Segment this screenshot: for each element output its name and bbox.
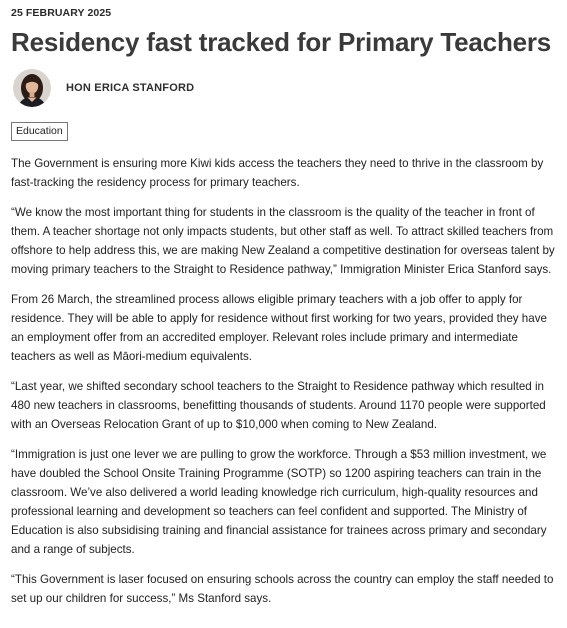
paragraph: The Government is ensuring more Kiwi kids access the teachers they need to thrive in the classroom by fast-tracking the residency process for primary teachers.: [11, 157, 544, 189]
paragraph: “This Government is laser focused on ensuring schools across the country can employ the staff needed to set up our children for success,” Ms Stanford says.: [11, 573, 554, 605]
article-date: 25 FEBRUARY 2025: [11, 7, 112, 19]
paragraph: “We know the most important thing for students in the classroom is the quality of the teacher in front of them. A teacher shortage not only impacts students, but other staff as well. To attract skilled teachers from offshore to help address this, we are making New Zealand a competitive destination for overseas talent by moving primary teachers to the Straight to Residence pathway,” Immigration Minister Erica Stanford says.: [11, 206, 555, 276]
paragraph: “Last year, we shifted secondary school teachers to the Straight to Residence pathway which resulted in 480 new teachers in classrooms, benefitting thousands of students. Around 1170 people were supported with an Overseas Relocation Grant of up to $10,000 when coming to New Zealand.: [11, 380, 546, 431]
paragraph: From 26 March, the streamlined process allows eligible primary teachers with a job offer to apply for residence. They will be able to apply for residence without first working for two years, provided they have an employment offer from an accredited employer. Relevant roles include primary and intermediate teachers as well as Māori-medium equivalents.: [11, 293, 547, 363]
author-row: [11, 67, 556, 109]
article-title: Residency fast tracked for Primary Teachers: [11, 27, 552, 57]
paragraph: “Immigration is just one lever we are pulling to grow the workforce. Through a $53 million investment, we have doubled the School Onsite Training Programme (SOTP) so 1200 aspiring teachers can train in the classroom. We’ve also delivered a world leading knowledge rich curriculum, high-quality resources and professional learning and development so teachers can feel confident and supported. The Ministry of Education is also subsidising training and financial assistance for trainees across primary and secondary and a range of subjects.: [11, 448, 547, 556]
author-avatar[interactable]: [13, 69, 51, 107]
article-body: [11, 154, 556, 608]
tag-education[interactable]: Education: [11, 122, 68, 141]
author-portrait-icon: [13, 69, 51, 107]
author-name[interactable]: HON ERICA STANFORD: [66, 82, 195, 94]
